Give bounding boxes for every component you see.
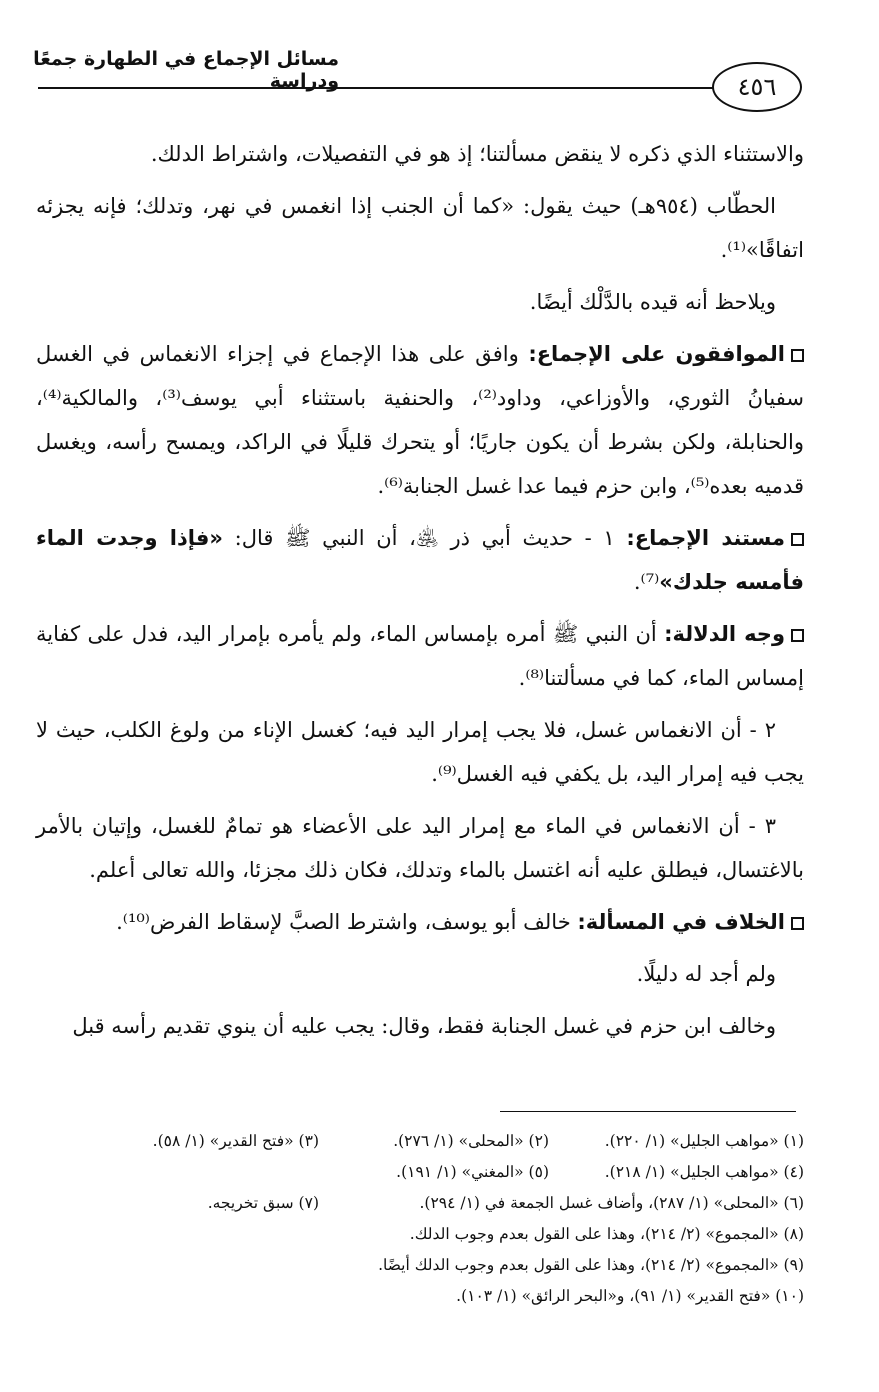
section-disagreement xyxy=(36,900,804,944)
section-heading: مستند الإجماع: xyxy=(626,526,785,550)
paragraph-hattab-quote: الحطّاب (٩٥٤هـ) حيث يقول: «كما أن الجنب إذا انغمس في نهر، وتدلك؛ فإنه يجزئه اتفاقًا»⁽¹⁾. xyxy=(36,194,804,262)
section-heading: وجه الدلالة: xyxy=(664,622,785,646)
paragraph-note: ويلاحظ أنه قيده بالدَّلْك أيضًا. xyxy=(529,290,776,314)
footnote-1: (١) «مواهب الجليل» (١/ ٢٢٠). xyxy=(604,1132,804,1150)
section-text: وافق على هذا الإجماع في إجزاء الانغماس في الغسل سفيانُ الثوري، والأوزاعي، وداود⁽²⁾، والحنفية باستثناء أبي يوسف⁽³⁾، والمالكية⁽⁴⁾، والحنابلة، ولكن بشرط أن يكون جاريًا؛ أو يتحرك قليلًا في الراكد، ويمسح رأسه، ويغسل قدميه بعده⁽⁵⁾، وابن حزم فيما عدا غسل الجنابة⁽⁶⁾. xyxy=(36,342,804,498)
footnote-row xyxy=(60,1188,804,1219)
square-bullet-icon xyxy=(791,629,804,642)
paragraph-exception: والاستثناء الذي ذكره لا ينقض مسألتنا؛ إذ هو في التفصيلات، واشتراط الدلك. xyxy=(150,142,804,166)
section-evidence xyxy=(36,612,804,700)
footnote-3: (٣) «فتح القدير» (١/ ٥٨). xyxy=(152,1132,319,1150)
section-text: أن النبي ﷺ أمره بإمساس الماء، ولم يأمره بإمرار اليد، فدل على كفاية إمساس الماء، كما في مسألتنا⁽⁸⁾. xyxy=(36,622,804,690)
square-bullet-icon xyxy=(791,917,804,930)
paragraph-ibn-hazm: وخالف ابن حزم في غسل الجنابة فقط، وقال: يجب عليه أن ينوي تقديم رأسه قبل xyxy=(72,1014,776,1038)
section-heading: الخلاف في المسألة: xyxy=(577,910,785,934)
square-bullet-icon xyxy=(791,349,804,362)
hadith-quote: «فإذا وجدت الماء فأمسه جلدك» xyxy=(36,526,804,594)
footnote-7: (٧) سبق تخريجه. xyxy=(207,1194,319,1212)
paragraph-point-3: ٣ - أن الانغماس في الماء مع إمرار اليد على الأعضاء هو تمامٌ للغسل، وإتيان بالأمر بالاغتسال، فيطلق عليه أنه اغتسل بالماء وتدلك، فكان ذلك مجزئا، والله تعالى أعلم. xyxy=(36,814,804,882)
footnote-5: (٥) «المغني» (١/ ١٩١). xyxy=(396,1163,549,1181)
section-heading: الموافقون على الإجماع: xyxy=(528,342,785,366)
running-header-title: مسائل الإجماع في الطهارة جمعًا ودراسة xyxy=(33,48,339,92)
footnotes xyxy=(60,1126,804,1312)
main-text xyxy=(36,132,804,1056)
section-text: ١ - حديث أبي ذر ﵁، أن النبي ﷺ قال: xyxy=(234,526,615,550)
footnote-row xyxy=(60,1126,804,1157)
square-bullet-icon xyxy=(791,533,804,546)
footnote-row xyxy=(60,1157,804,1188)
section-text: خالف أبو يوسف، واشترط الصبَّ لإسقاط الفرض⁽¹⁰⁾. xyxy=(116,910,571,934)
paragraph-no-evidence: ولم أجد له دليلًا. xyxy=(636,962,776,986)
footnote-8: (٨) «المجموع» (٢/ ٢١٤)، وهذا على القول بعدم وجوب الدلك. xyxy=(409,1225,804,1243)
footnote-separator xyxy=(500,1111,796,1112)
paragraph-point-2: ٢ - أن الانغماس غسل، فلا يجب إمرار اليد فيه؛ كغسل الإناء من ولوغ الكلب، حيث لا يجب فيه إمرار اليد، بل يكفي فيه الغسل⁽⁹⁾. xyxy=(36,718,804,786)
footnote-10: (١٠) «فتح القدير» (١/ ٩١)، و«البحر الرائق» (١/ ١٠٣). xyxy=(456,1287,804,1305)
header-rule xyxy=(38,87,718,89)
section-basis xyxy=(36,516,804,604)
footnote-9: (٩) «المجموع» (٢/ ٢١٤)، وهذا على القول بعدم وجوب الدلك أيضًا. xyxy=(378,1256,804,1274)
footnote-4: (٤) «مواهب الجليل» (١/ ٢١٨). xyxy=(604,1163,804,1181)
section-agreeing xyxy=(36,332,804,508)
footnote-2: (٢) «المحلى» (١/ ٢٧٦). xyxy=(393,1132,549,1150)
footnote-6: (٦) «المحلى» (١/ ٢٨٧)، وأضاف غسل الجمعة في (١/ ٢٩٤). xyxy=(419,1194,804,1212)
page-number-badge: ٤٥٦ xyxy=(712,62,802,112)
footnote-ref: ⁽⁷⁾. xyxy=(633,570,660,594)
